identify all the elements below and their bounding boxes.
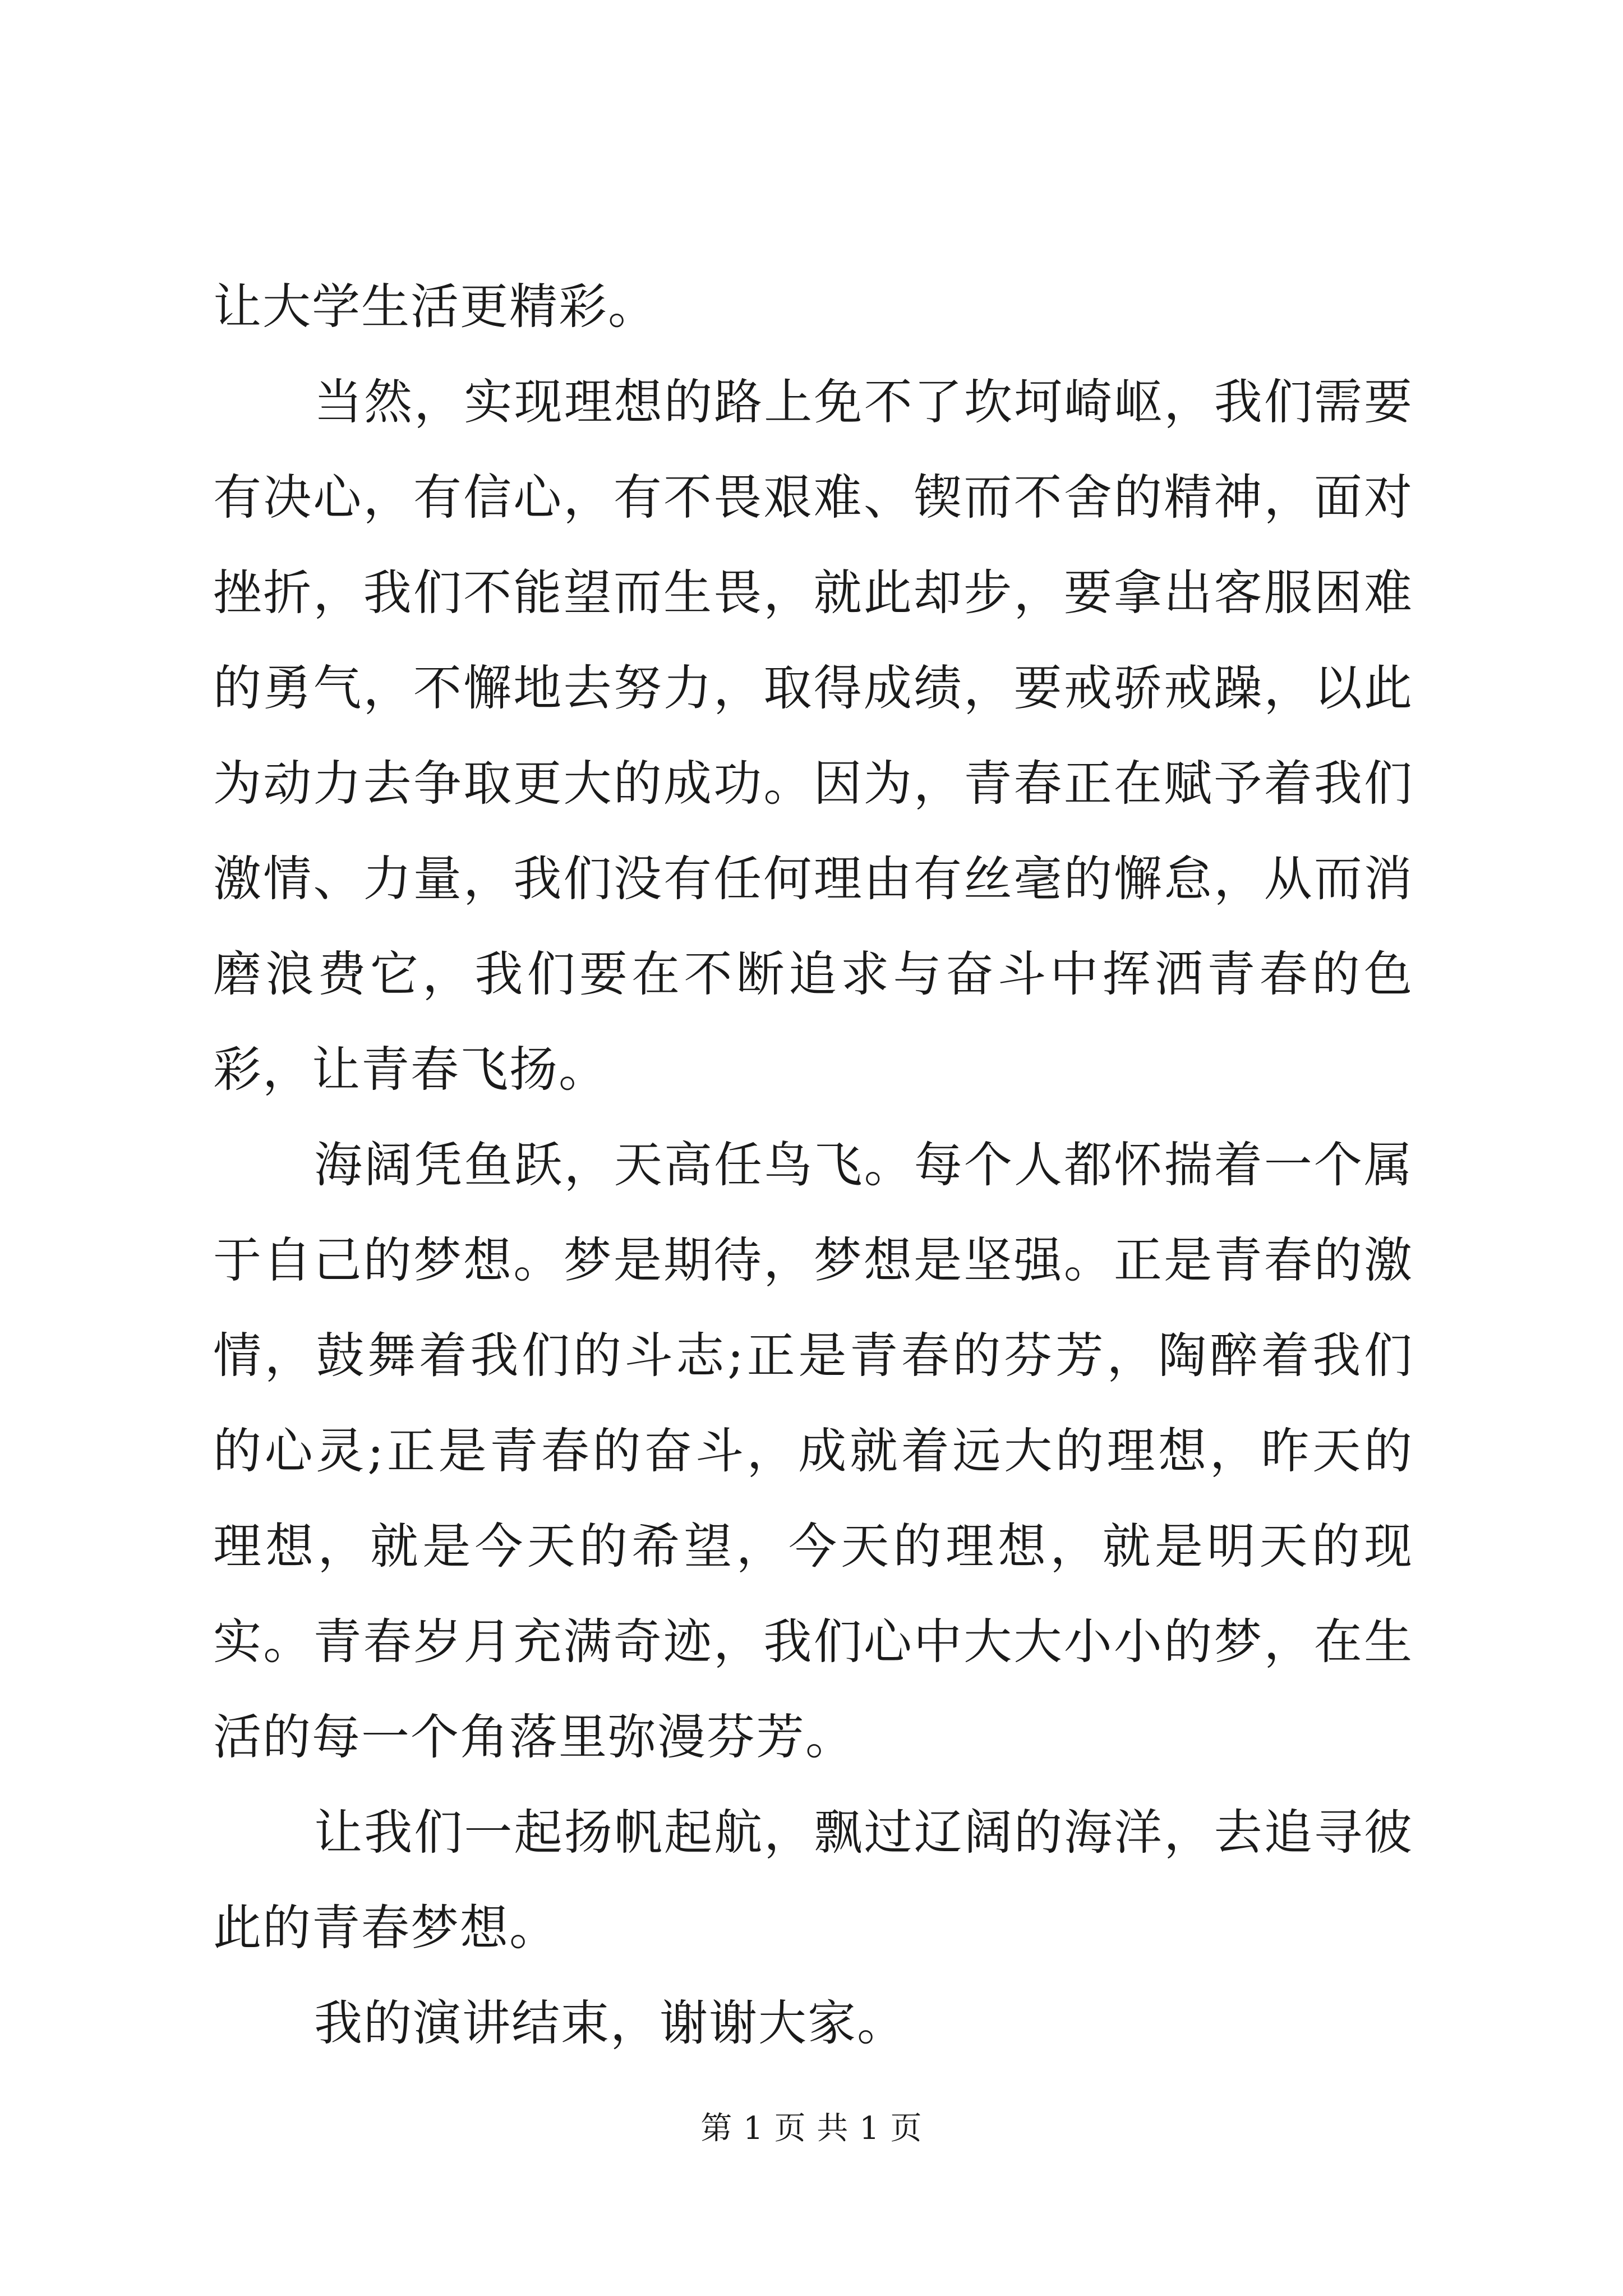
paragraph-3: 海阔凭鱼跃，天高任鸟飞。每个人都怀揣着一个属于自己的梦想。梦是期待，梦想是坚强。正是青春的激情，鼓舞着我们的斗志;正是青春的芬芳，陶醉着我们的心灵;正是青春的奋斗，成就着远大的理想，昨天的理想，就是今天的希望，今天的理想，就是明天的现实。青春岁月充满奇迹，我们心中大大小小的梦，在生活的每一个角落里弥漫芬芳。: [213, 1137, 1413, 1765]
paragraph-1: 让大学生活更精彩。: [213, 279, 657, 335]
page-footer: 第 1 页 共 1 页: [700, 2110, 923, 2147]
paragraph-5: 我的演讲结束，谢谢大家。: [314, 1995, 906, 2051]
document-body: [213, 259, 1413, 2071]
paragraph-2: 当然，实现理想的路上免不了坎坷崎岖，我们需要有决心，有信心，有不畏艰难、锲而不舍的精神，面对挫折，我们不能望而生畏，就此却步，要拿出客服困难的勇气，不懈地去努力，取得成绩，要戒骄戒躁，以此为动力去争取更大的成功。因为，青春正在赋予着我们激情、力量，我们没有任何理由有丝毫的懈怠，从而消磨浪费它，我们要在不断追求与奋斗中挥洒青春的色彩，让青春飞扬。: [213, 374, 1413, 1098]
paragraph-4: 让我们一起扬帆起航，飘过辽阔的海洋，去追寻彼此的青春梦想。: [213, 1805, 1413, 1956]
